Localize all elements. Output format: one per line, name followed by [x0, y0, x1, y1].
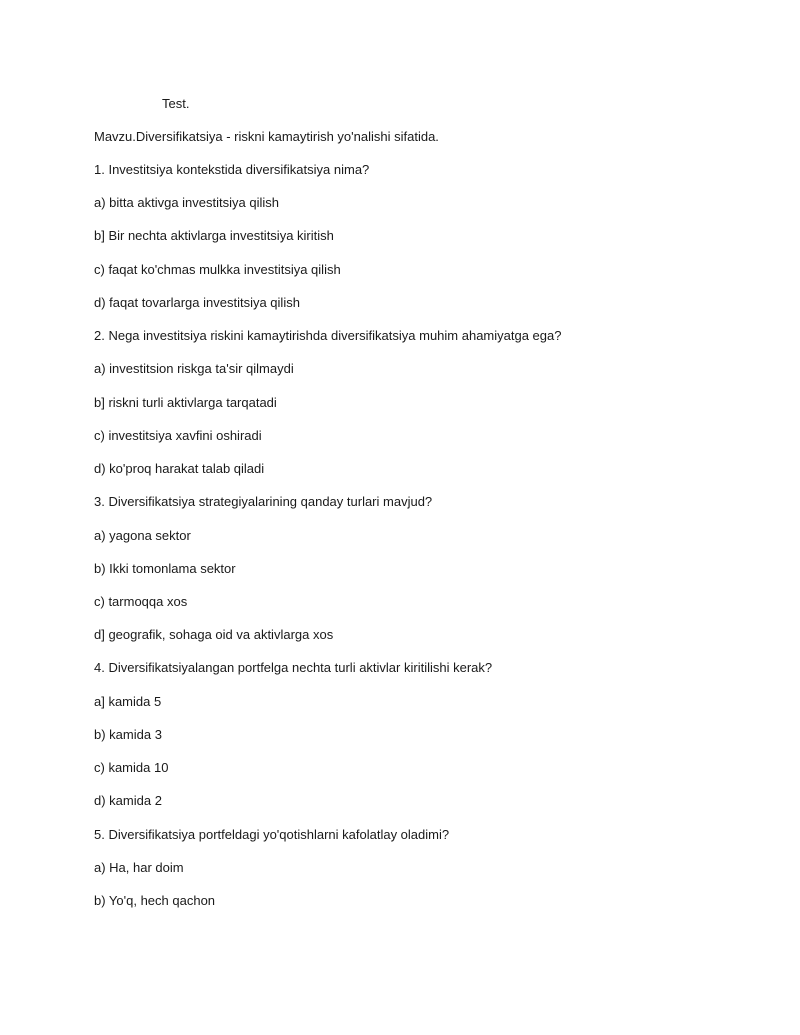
question-4-option-b: b) kamida 3 [94, 727, 162, 742]
document-title: Test. [162, 96, 190, 111]
question-3-option-d: d] geografik, sohaga oid va aktivlarga xos [94, 627, 334, 642]
question-4-option-c: c) kamida 10 [94, 760, 169, 775]
question-2-option-d: d) ko'proq harakat talab qiladi [94, 461, 265, 476]
question-4: 4. Diversifikatsiyalangan portfelga nechta turli aktivlar kiritilishi kerak? [94, 660, 493, 675]
question-1-option-a: a) bitta aktivga investitsiya qilish [94, 195, 279, 210]
question-2-option-a: a) investitsion riskga ta'sir qilmaydi [94, 361, 294, 376]
question-2-option-c: c) investitsiya xavfini oshiradi [94, 428, 262, 443]
question-3-option-a: a) yagona sektor [94, 528, 191, 543]
question-5: 5. Diversifikatsiya portfeldagi yo'qotishlarni kafolatlay oladimi? [94, 827, 450, 842]
question-1: 1. Investitsiya kontekstida diversifikatsiya nima? [94, 162, 370, 177]
question-1-option-c: c) faqat ko'chmas mulkka investitsiya qilish [94, 262, 341, 277]
question-4-option-d: d) kamida 2 [94, 793, 162, 808]
question-2-option-b: b] riskni turli aktivlarga tarqatadi [94, 395, 277, 410]
question-4-option-a: a] kamida 5 [94, 694, 162, 709]
question-3: 3. Diversifikatsiya strategiyalarining qanday turlari mavjud? [94, 494, 433, 509]
question-2: 2. Nega investitsiya riskini kamaytirishda diversifikatsiya muhim ahamiyatga ega? [94, 328, 562, 343]
question-1-option-d: d) faqat tovarlarga investitsiya qilish [94, 295, 300, 310]
question-3-option-c: c) tarmoqqa xos [94, 594, 188, 609]
question-5-option-a: a) Ha, har doim [94, 860, 184, 875]
question-1-option-b: b] Bir nechta aktivlarga investitsiya kiritish [94, 228, 334, 243]
document-topic: Mavzu.Diversifikatsiya - riskni kamaytirish yo'nalishi sifatida. [94, 129, 439, 144]
question-5-option-b: b) Yo'q, hech qachon [94, 893, 216, 908]
question-3-option-b: b) Ikki tomonlama sektor [94, 561, 236, 576]
